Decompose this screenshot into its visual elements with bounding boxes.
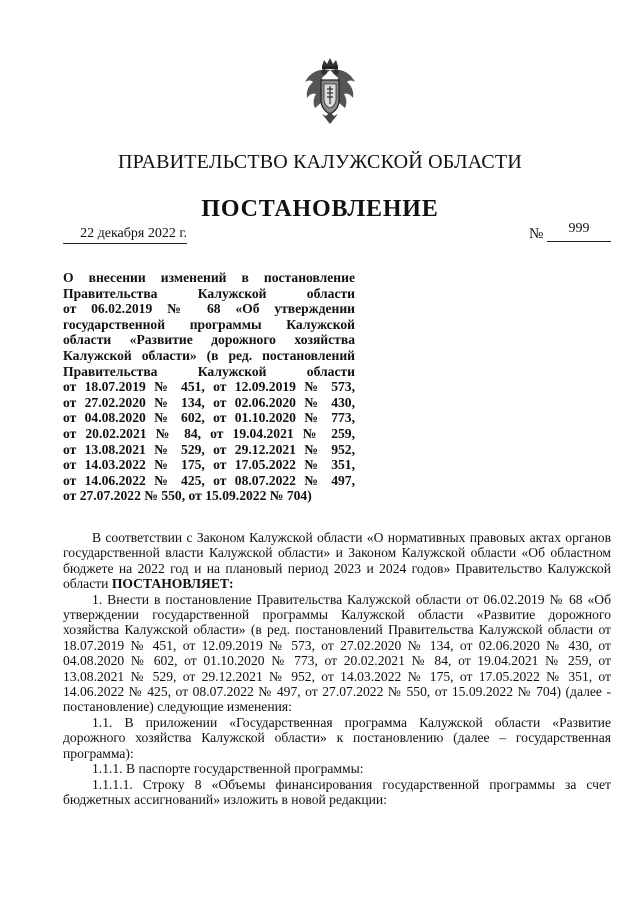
subject-line: области «Развитие дорожного хозяйства (63, 332, 355, 348)
document-body (63, 530, 611, 807)
document-subject (63, 270, 355, 504)
body-paragraph: 1.1.1.1. Строку 8 «Объемы финансирования государственной программы за счет бюджетных ассигнований» изложить в новой редакции: (63, 776, 611, 807)
document-date: 22 декабря 2022 г. (63, 226, 187, 244)
subject-line: Правительства Калужской области (63, 363, 355, 379)
resolution-keyword: ПОСТАНОВЛЯЕТ: (111, 576, 234, 592)
coat-of-arms-icon (302, 56, 358, 128)
subject-line: от 18.07.2019 № 451, от 12.09.2019 № 573, (63, 379, 355, 395)
subject-line: от 27.02.2020 № 134, от 02.06.2020 № 430, (63, 394, 355, 410)
subject-line: от 14.06.2022 № 425, от 08.07.2022 № 497, (63, 472, 355, 488)
subject-line: от 13.08.2021 № 529, от 29.12.2021 № 952, (63, 441, 355, 457)
government-title: ПРАВИТЕЛЬСТВО КАЛУЖСКОЙ ОБЛАСТИ (118, 151, 522, 173)
body-paragraph: 1. Внести в постановление Правительства Калужской области от 06.02.2019 № 68 «Об утверждении государственной программы Калужской области «Развитие дорожного хозяйства Калужской области» (в ред. постановлений Правительства Калужской области от 18.07.2019 № 451, от 12.09.2019 № 573, от 27.02.2020 № 134, от 02.06.2020 № 430, от 04.08.2020 № 602, от 01.10.2020 № 773, от 20.02.2021 № 84, от 19.04.2021 № 259, от 13.08.2021 № 529, от 29.12.2021 № 952, от 14.03.2022 № 175, от 17.05.2022 № 351, от 14.06.2022 № 425, от 08.07.2022 № 497, от 27.07.2022 № 550, от 15.09.2022 № 704) (далее - постановление) следующие изменения: (63, 591, 611, 715)
subject-line: от 06.02.2019 № 68 «Об утверждении (63, 301, 355, 317)
subject-line: от 27.07.2022 № 550, от 15.09.2022 № 704) (63, 488, 312, 504)
document-type: ПОСТАНОВЛЕНИЕ (201, 196, 439, 222)
subject-line: от 04.08.2020 № 602, от 01.10.2020 № 773, (63, 410, 355, 426)
subject-line: от 14.03.2022 № 175, от 17.05.2022 № 351, (63, 457, 355, 473)
body-paragraph: 1.1.1. В паспорте государственной программы: (92, 761, 364, 777)
document-number: 999 (547, 221, 611, 242)
subject-line: Правительства Калужской области (63, 285, 355, 301)
number-label: № (529, 226, 544, 242)
preamble-paragraph (63, 530, 611, 592)
subject-line: от 20.02.2021 № 84, от 19.04.2021 № 259, (63, 425, 355, 441)
subject-line: Калужской области» (в ред. постановлений (63, 347, 355, 363)
subject-line: государственной программы Калужской (63, 316, 355, 332)
preamble-text: В соответствии с Законом Калужской области «О нормативных правовых актах органов государственной власти Калужской области» и Законом Калужской области «Об областном бюджете на 2022 год и на плановый период 2023 и 2024 годов» Правительство Калужской области (63, 530, 611, 592)
subject-line: О внесении изменений в постановление (63, 270, 355, 285)
body-paragraph: 1.1. В приложении «Государственная программа Калужской области «Развитие дорожного хозяйства Калужской области» к постановлению (далее – государственная программа): (63, 714, 611, 761)
